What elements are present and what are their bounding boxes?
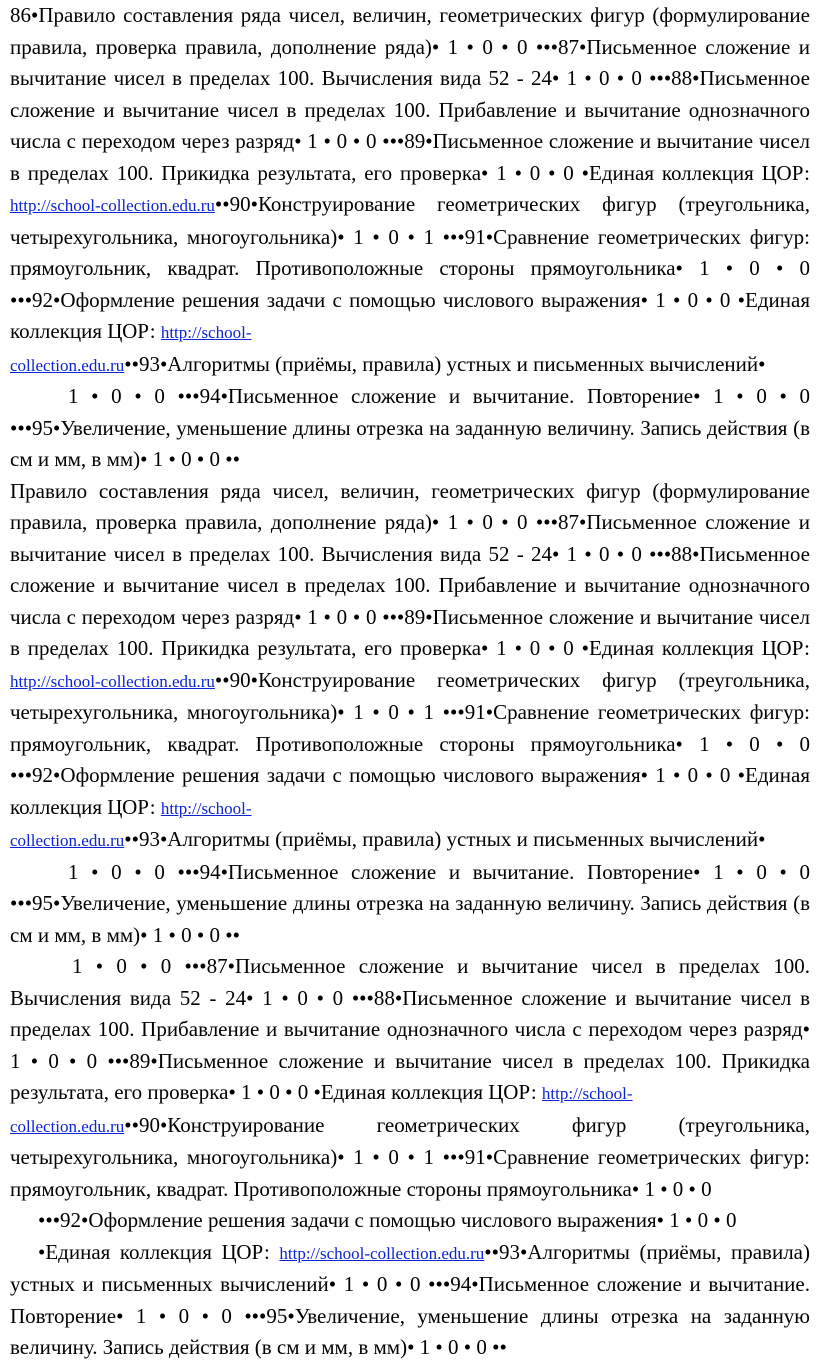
p2-text-a: Правило составления ряда чисел, величин, геометрических фигур (формулирование правила, проверка правила, дополнение ряда)• 1 • 0 • 0 •••87•Письменное сложение и вычитание чисел в пределах 100. Вычисления вида 52 - 24• 1 • 0 • 0 •••88•Письменное сложение и вычитание чисел в пределах 100. Прибавление и вычитание однозначного числа с переходом через разряд• 1 • 0 • 0 •••89•Письменное сложение и вычитание чисел в пределах 100. Прикидка результата, его проверка• 1 • 0 • 0 •Единая коллекция ЦОР: (10, 478, 810, 660)
p1-text-b: ••90•Конструирование геометрических фигур (треугольника, четырехугольника, многоугольника)• 1 • 0 • 1 •••91•Сравнение геометрических фигур: прямоугольник, квадрат. Противоположные стороны прямоугольника• 1 • 0 • 0 •••92•Оформление решения задачи с помощью числового выражения• 1 • 0 • 0 •Единая коллекция ЦОР: (10, 192, 810, 343)
p1-link-2b[interactable]: collection.edu.ru (10, 355, 125, 375)
p2-text-c: ••93•Алгоритмы (приёмы, правила) устных и письменных вычислений• (124, 827, 766, 851)
p2-text-b: ••90•Конструирование геометрических фигур (треугольника, четырехугольника, многоугольника)• 1 • 0 • 1 •••91•Сравнение геометрических фигур: прямоугольник, квадрат. Противоположные стороны прямоугольника• 1 • 0 • 0 •••92•Оформление решения задачи с помощью числового выражения• 1 • 0 • 0 •Единая коллекция ЦОР: (10, 667, 810, 819)
p3-text-d: •Единая коллекция ЦОР: (38, 1239, 280, 1264)
p2-text-d: 1 • 0 • 0 •••94•Письменное сложение и вычитание. Повторение• 1 • 0 • 0 •••95•Увеличение, уменьшение длины отрезка на заданную величину. Запись действия (в см и мм, в мм)• 1 • 0 • 0 •• (10, 859, 810, 947)
p1-text-c: ••93•Алгоритмы (приёмы, правила) устных и письменных вычислений• (124, 351, 766, 376)
p3-text-a: 1 • 0 • 0 •••87•Письменное сложение и вычитание чисел в пределах 100. Вычисления вида 52 - 24• 1 • 0 • 0 •••88•Письменное сложение и вычитание чисел в пределах 100. Прибавление и вычитание однозначного числа с переходом через разряд• 1 • 0 • 0 •••89•Письменное сложение и вычитание чисел в пределах 100. Прикидка результата, его проверка• 1 • 0 • 0 •Единая коллекция ЦОР: (10, 954, 810, 1104)
p1-link-2a[interactable]: http://school- (160, 323, 252, 342)
p1-text-a: 86•Правило составления ряда чисел, величин, геометрических фигур (формулирование правила, проверка правила, дополнение ряда)• 1 • 0 • 0 •••87•Письменное сложение и вычитание чисел в пределах 100. Вычисления вида 52 - 24• 1 • 0 • 0 •••88•Письменное сложение и вычитание чисел в пределах 100. Прибавление и вычитание однозначного числа с переходом через разряд• 1 • 0 • 0 •••89•Письменное сложение и вычитание чисел в пределах 100. Прикидка результата, его проверка• 1 • 0 • 0 •Единая коллекция ЦОР: (10, 3, 810, 185)
p1-link-1[interactable]: http://school-collection.edu.ru (10, 196, 215, 215)
p3-link-1b[interactable]: collection.edu.ru (10, 1116, 125, 1136)
p2-link-1[interactable]: http://school-collection.edu.ru (10, 671, 215, 691)
paragraph-1 (10, 0, 810, 476)
p2-link-2b[interactable]: collection.edu.ru (10, 831, 125, 850)
p3-text-c: •••92•Оформление решения задачи с помощью числового выражения• 1 • 0 • 0 (38, 1208, 737, 1232)
p1-text-d: 1 • 0 • 0 •••94•Письменное сложение и вычитание. Повторение• 1 • 0 • 0 •••95•Увеличение, уменьшение длины отрезка на заданную величину. Запись действия (в см и мм, в мм)• 1 • 0 • 0 •• (10, 384, 810, 471)
p3-text-b: ••90•Конструирование геометрических фигур (треугольника, четырехугольника, многоугольника)• 1 • 0 • 1 •••91•Сравнение геометрических фигур: прямоугольник, квадрат. Противоположные стороны прямоугольника• 1 • 0 • 0 (10, 1112, 810, 1201)
p3-link-2[interactable]: http://school-collection.edu.ru (279, 1243, 485, 1263)
p2-link-2a[interactable]: http://school- (160, 798, 252, 818)
paragraph-3 (10, 951, 810, 1364)
p3-link-1a[interactable]: http://school- (541, 1084, 633, 1103)
paragraph-2 (10, 476, 810, 952)
p3-text-e: ••93•Алгоритмы (приёмы, правила) устных и письменных вычислений• 1 • 0 • 0 •••94•Письменное сложение и вычитание. Повторение• 1 • 0 • 0 •••95•Увеличение, уменьшение длины отрезка на заданную величину. Запись действия (в см и мм, в мм)• 1 • 0 • 0 •• (10, 1239, 810, 1359)
